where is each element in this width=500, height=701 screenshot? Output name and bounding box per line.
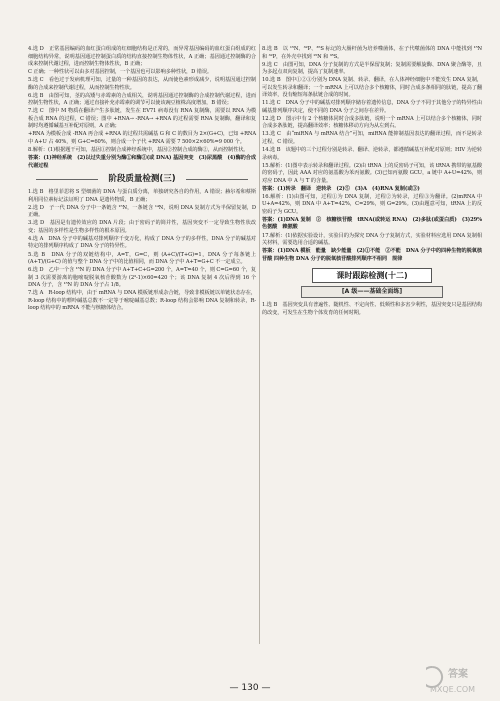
answer-paragraph: 12.选 D 图示中有 2 个核糖体同时合成多肽链，说明一个 mRNA 上可以结合多个核糖体，同时合成多条肽链，提高翻译效率；核糖体移动方向为从左到右。 — [262, 115, 482, 130]
answer-paragraph: 10.选 B 图中①②③分别为 DNA 复制、转录、翻译，在人体神经细胞中不能发生 DNA 复制，可以发生转录和翻译；一个 mRNA 上可以结合多个核糖体，同时合成多条相同的肽链，提高了翻译效率，没有缩短每条肽链合成的时间。 — [262, 77, 482, 99]
answer-paragraph: 15.解析：(1)图中表示转录和翻译过程。(2)由 tRNA 上的反密码子可知，该 tRNA 携带的氨基酸的密码子，因此 AAA 对应的氨基酸为苯丙氨酸。(3)已知丙氨酸 GCU，a 链中 A+U=42%，则对应 DNA 中 A 与 T 的含量。 — [262, 162, 482, 184]
right-column — [262, 46, 488, 318]
answer-line: 答案：(1)神经系统 (2)以过失重分别为酶①和酶②(或 DNA) 基因突变 (3)尿黑酸 (4)酶的合成 代谢过程 — [28, 155, 262, 169]
answer-paragraph: 16.解析：(1)由图可知，过程①为 DNA 复制，过程②为转录，过程③为翻译。(2)mRNA 中 U+A=42%，则 DNA 中 A+T=42%，C=29%，则 G=29%。(3)由题意可知，tRNA 上的反密码子为 GCU。 — [262, 193, 482, 215]
answer-line: 答案：(1)转录 翻译 逆转录 (2)⑤ (3)A (4)RNA 复制(或③) — [262, 185, 420, 192]
answer-paragraph: 13.选 C 由“miRNA 与 mRNA 结合”可知，miRNA 能抑制基因表达的翻译过程，而不是转录过程，C 错误。 — [262, 131, 482, 145]
answer-paragraph: 11.选 C DNA 分子中的碱基对排列顺序储存着遗传信息，DNA 分子不同于其他分子的特异性由碱基排列顺序决定，使不同的 DNA 分子之间存在差异。 — [262, 100, 482, 114]
answer-paragraph: 6.选 D 乙中一个含 ¹⁵N 的 DNA 分子中 A+T+C+G=200 个，A=T=40 个，则 C=G=60 个，复制 3 次需要游离的胞嘧啶脱氧核苷酸数为 (2³-1)×60=420 个；该 DNA 复制 4 次后得到 16 个 DNA 分子，含 ¹⁵N 的 DNA 分子占 1/8。 — [28, 267, 256, 289]
left-column — [28, 46, 262, 313]
svg-text:答案: 答案 — [448, 669, 468, 680]
answer-paragraph: 6.选 B 由图可知，茎的高矮与赤霉素的合成相关，说明基因通过控制酶的合成控制代谢过程，进而控制生物性状，A 正确；通过直接补充赤霉素的调节可以使该豌豆植株高度增加，B 错误； — [28, 92, 256, 107]
answer-paragraph: 8.解析：(1)根据题干可知，基因①控制合成神经系统中，基因②控制合成的酶②，从而控制性状。 — [28, 147, 249, 154]
answer-paragraph: 8.选 B 以 ¹⁵N、³²P、³⁵S 标记的大肠杆菌为培养噬菌体，在子代噬菌体的 DNA 中能找到 ¹⁵N 和 ³²P，在外壳中找到 ¹⁵N 和 ³⁵S。 — [262, 46, 482, 60]
answer-paragraph: 17.解析：(1)依据实验设计，实验目的为探究 DNA 分子复制方式，实验材料应选用 DNA 复制相关材料，需要选用合适的碱基。 — [262, 232, 482, 247]
page-number: — 130 — — [229, 683, 271, 693]
answer-paragraph: 1.选 B 格里菲思将 S 型细菌的 DNA 与蛋白质分离，单独研究各自的作用，A 错误；赫尔希和蔡斯利用同位素标记法证明了 DNA 是遗传物质，B 正确； — [28, 189, 256, 203]
answer-paragraph: 5.选 C 看色过于发病机理可知，过量的一种基因的表达，从而使色素形成减少，说明基因通过控制酶的合成来控制代谢过程，从而控制生物性状。 — [28, 77, 256, 91]
answer-paragraph: 3.选 D 基因是有遗传效应的 DNA 片段；由于密码子的简并性，基因突变不一定导致生物性状改变；基因的多样性是生物多样性的根本原因。 — [28, 220, 256, 234]
answer-line: 答案：(1)DNA 复制 ② 核糖核苷酸 tRNA(或转运 RNA) (2)多肽(或蛋白质) (3)29% 色氨酸 赖氨酸 — [262, 216, 488, 231]
watermark-text: MXQE.COM — [430, 685, 476, 694]
answer-paragraph: 5.选 B DNA 分子的双链结构中，A=T，G=C，则 (A+C)/(T+G)=1，DNA 分子每条链上 (A+T)/(G+C) 的值与整个 DNA 分子中的比值相同，而 DNA 分子中 A+T=G+C 不一定成立。 — [28, 251, 256, 266]
answer-paragraph: 7.选 C 图中 M 物质在翻译产生多肽链，发生在 EV71 病毒没有 RNA 复制酶，需要以 RNA 为模板合成 RNA 的过程，C 错误；图中 +RNA→ -RNA→ +RNA 的过程需要 RNA 复制酶，翻译和复制时均遵循碱基互补配对原则，A 正确； — [28, 108, 256, 130]
answer-paragraph: 4.选 A DNA 分子中的碱基对排列顺序千变万化，构成了 DNA 分子的多样性，DNA 分子的碱基对特定的排列顺序构成了 DNA 分子的特异性。 — [28, 235, 256, 250]
answer-paragraph: 9.选 C 由图可知，DNA 分子复制的方式是半保留复制；复制需要解旋酶、DNA 聚合酶等，且为多起点双向复制，提高了复制速率。 — [262, 61, 482, 76]
answer-paragraph: 14.选 B 该题中的三个过程分别是转录、翻译、逆转录，都遵循碱基互补配对原则；HIV 为逆转录病毒。 — [262, 147, 482, 161]
answer-paragraph: 7.选 A R-loop 结构中，由于 mRNA 与 DNA 模板链形成杂合链，导致非模板链以单链状态存在，R-loop 结构中的嘌呤碱基总数不一定等于嘧啶碱基总数；R-loop 结构会影响 DNA 复制和转录，R-loop 结构中的 mRNA 不能与核糖体结合。 — [28, 290, 256, 312]
answer-paragraph: +RNA 为模板合成 -RNA 再合成 +RNA 的过程共需碱基 G 和 C 的数目为 2×(G+C)，已知 +RNA 中 A+U 占 40%，则 G+C=60%，则合成一个子代 +RNA 需要 7 500×2×60%=9 000 个。 — [28, 131, 256, 145]
section-heading-text: 阶段质量检测(三) — [108, 174, 176, 185]
answer-paragraph: 1.选 B 基因突变具有普遍性、随机性、不定向性、低频性和多害少利性，基因突变只是基因结构的改变，可发生在生物个体发育的任何时期。 — [262, 302, 482, 316]
answer-paragraph: 2.选 D 子一代 DNA 分子中一条链含 ¹⁵N，一条链含 ¹⁴N，说明 DNA 复制方式为半保留复制，D 正确。 — [28, 204, 256, 219]
section-heading — [28, 173, 256, 185]
answer-line: 答案：(1)DNA 模板 能量 缺少能量 (2)①不能 ②不能 DNA 分子中的四种生物的脱氧核苷酸 四种生物 DNA 分子的脱氧核苷酸排列顺序不相同 规律 — [262, 248, 482, 262]
level-subtitle: [A 级——基础全面练] — [301, 286, 443, 298]
answer-paragraph: C 正确；一种性状可以由多对基因控制，一个基因也可以影响多种性状，D 错误。 — [28, 69, 213, 76]
watermark-logo — [426, 663, 492, 695]
answer-paragraph: 4.选 D 正常基因编码的血红蛋白组成的红细胞结构是正常的，而异常基因编码的血红蛋白组成的红细胞结构异常，说明基因通过控制蛋白质的结构直接控制生物体性状，A 正确；基因通过控制酶的合成来控制代谢过程，进而控制生物体性状，B 正确； — [28, 46, 256, 67]
lesson-title-box: 课时跟踪检测(十二) — [312, 268, 432, 283]
column-divider — [259, 44, 260, 644]
